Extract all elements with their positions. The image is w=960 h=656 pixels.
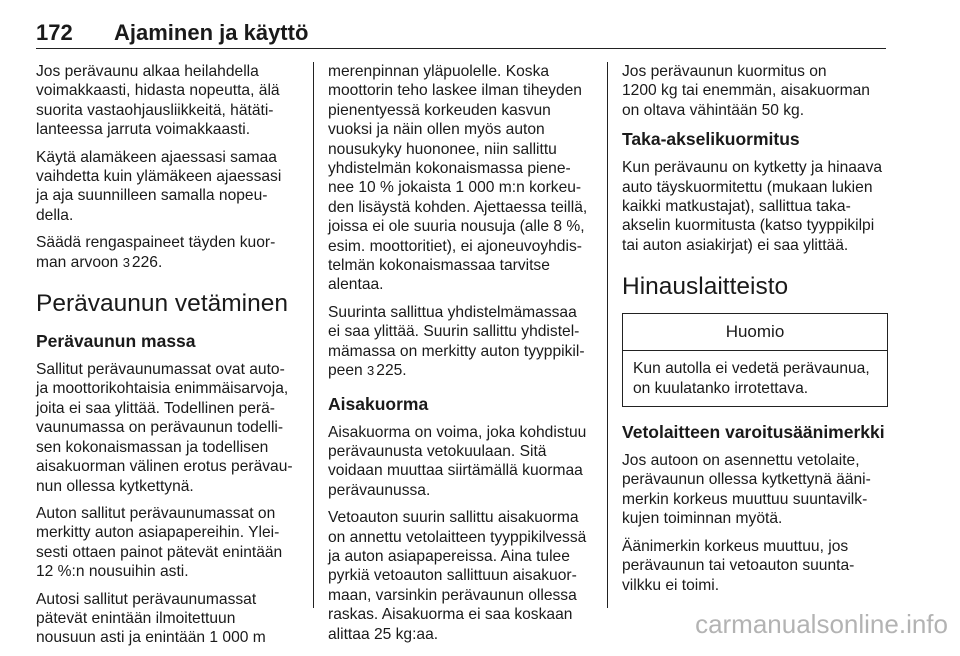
section-heading: Perävaunun vetäminen (36, 290, 288, 318)
paragraph: Jos autoon on asennettu vetolaite, perävaunun ollessa kytkettynä ääni- merkin korkeus muuttuu suuntavilk- kujen toiminnan myötä. (622, 452, 871, 528)
paragraph: Äänimerkin korkeus muuttuu, jos perävaunun tai vetoauton suunta- vilkku ei toimi. (622, 537, 855, 594)
column-divider (607, 62, 608, 608)
subsection-heading: Taka-akselikuormitus (622, 129, 800, 150)
paragraph: Vetoauton suurin sallittu aisakuorma on annettu vetolaitteen tyyppikilvessä ja auton asiapapereissa. Aina tulee pyrkiä vetoauton sallittuun aisakuor- maan, varsinkin perävaunun ollessa raskas. Aisakuorma ei saa koskaan alittaa 25 kg:aa. (328, 509, 587, 643)
page-reference-link[interactable]: 225. (376, 362, 407, 380)
paragraph: Jos perävaunun kuormitus on 1200 kg tai enemmän, aisakuorman on oltava vähintään 50 kg. (622, 63, 870, 119)
subsection-heading: Vetolaitteen varoitusäänimerkki (622, 422, 885, 443)
notice-title: Huomio (623, 314, 887, 351)
subsection-heading: Aisakuorma (328, 393, 429, 414)
page-reference-link[interactable]: 226. (131, 253, 163, 271)
paragraph: Sallitut perävaunumassat ovat auto- ja moottorikohtaisia enimmäisarvoja, joita ei saa ylittää. Todellinen perä- vaunumassa on perävaunun todelli- sen kokonaismassan ja todellisen aisakuorman välinen erotus perävau- nun ollessa kytkettynä. (36, 361, 293, 495)
column-1 (36, 62, 298, 656)
chapter-title: Ajaminen ja käyttö (114, 20, 309, 45)
cross-reference-icon: 3 (122, 254, 130, 270)
notice-box (622, 313, 888, 407)
subsection-heading: Perävaunun massa (36, 331, 196, 352)
paragraph: Autosi sallitut perävaunumassat pätevät enintään ilmoitettuun nousuun asti ja enintään 1 000 m (36, 590, 266, 647)
paragraph: merenpinnan yläpuolelle. Koska moottorin teho laskee ilman tiheyden pienentyessä korkeuden kasvun vuoksi ja näin ollen myös auton nousukyky huononee, niin sallittu yhdistelmän kokonaismassa piene- nee 10 % jokaista 1 000 m:n korkeu- den lisäystä kohden. Ajettaessa teillä, joissa ei ole suuria nousuja (alle 8 %, esim. moottoritiet), ei ajoneuvoyhdis- telmän kokonaismassaa tarvitse alentaa. (328, 63, 588, 294)
paragraph: Jos perävaunu alkaa heilahdella voimakkaasti, hidasta nopeutta, älä suorita vastaohjausliikkeitä, hätäti- lanteessa jarruta voimakkaasti. (36, 63, 280, 139)
page-number: 172 (36, 20, 73, 45)
column-3 (622, 62, 888, 603)
paragraph-text: Säädä rengaspaineet täyden kuor- man arvoon (36, 234, 276, 271)
column-2 (328, 62, 594, 652)
paragraph (328, 303, 594, 381)
paragraph (36, 233, 298, 272)
paragraph: Aisakuorma on voima, joka kohdistuu perävaunusta vetokuulaan. Sitä voidaan muuttaa siirtämällä kuormaa perävaunussa. (328, 423, 587, 499)
column-divider (313, 62, 314, 608)
paragraph-text: Suurinta sallittua yhdistelmämassaa ei saa ylittää. Suurin sallittu yhdistel- mämassa on merkitty auton tyyppikil- peen (328, 303, 585, 380)
paragraph: Käytä alamäkeen ajaessasi samaa vaihdetta kuin ylämäkeen ajaessasi ja aja suunnilleen samalla nopeu- della. (36, 148, 282, 224)
notice-body: Kun autolla ei vedetä perävaunua, on kuulatanko irrotettava. (633, 360, 870, 397)
paragraph: Auton sallitut perävaunumassat on merkitty auton asiapapereihin. Ylei- sesti ottaen painot pätevät enintään 12 %:n nousuihin asti. (36, 504, 283, 581)
page-header (36, 18, 886, 49)
watermark: carmanualsonline.info (695, 609, 948, 639)
cross-reference-icon: 3 (367, 363, 375, 379)
paragraph: Kun perävaunu on kytketty ja hinaava auto täyskuormitettu (mukaan lukien kaikki matkustajat), sallittua taka- akselin kuormitusta (katso tyyppikilpi tai auton asiakirjat) ei saa ylittää. (622, 159, 883, 254)
section-heading: Hinauslaitteisto (622, 273, 789, 301)
